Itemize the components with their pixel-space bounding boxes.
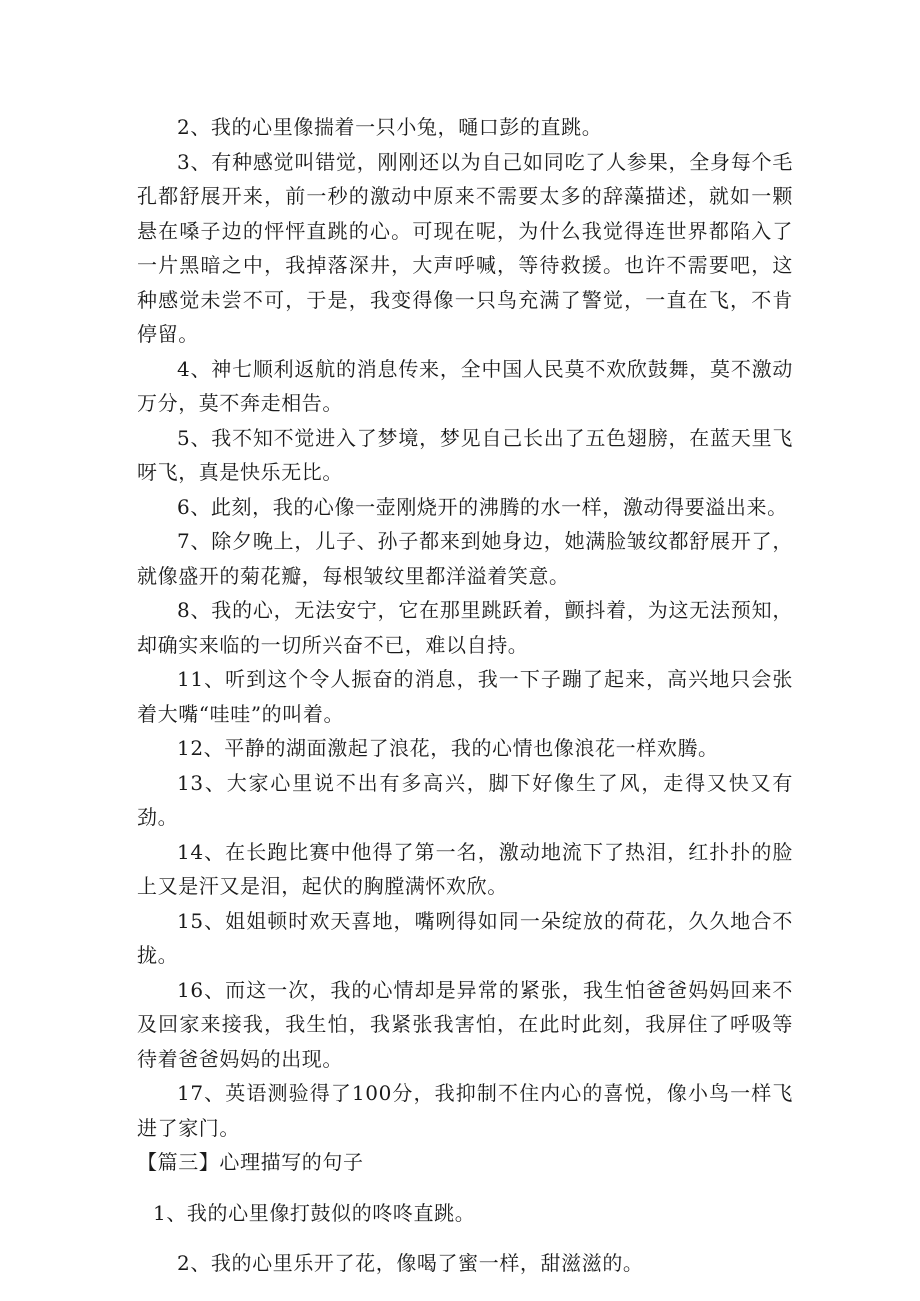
paragraph-item-12: 12、平静的湖面激起了浪花，我的心情也像浪花一样欢腾。 (177, 736, 719, 760)
paragraph-item-14: 14、在长跑比赛中他得了第一名，激动地流下了热泪，红扑扑的脸上又是汗又是泪，起伏的胸膛满怀欢欣。 (137, 839, 793, 898)
paragraph-item-7: 7、除夕晚上，儿子、孙子都来到她身边，她满脸皱纹都舒展开了，就像盛开的菊花瓣，每根皱纹里都洋溢着笑意。 (137, 529, 793, 588)
section-item-1: 1、我的心里像打鼓似的咚咚直跳。 (153, 1200, 476, 1225)
paragraph-item-2: 2、我的心里像揣着一只小兔，嗵口彭的直跳。 (177, 115, 603, 139)
paragraph-item-8: 8、我的心，无法安宁，它在那里跳跃着，颤抖着，为这无法预知，却确实来临的一切所兴奋不已，难以自持。 (137, 598, 793, 657)
document-body (137, 110, 793, 1281)
paragraph-item-11: 11、听到这个令人振奋的消息，我一下子蹦了起来，高兴地只会张着大嘴“哇哇”的叫着。 (137, 667, 793, 726)
paragraph-item-3: 3、有种感觉叫错觉，刚刚还以为自己如同吃了人参果，全身每个毛孔都舒展开来，前一秒的激动中原来不需要太多的辞藻描述，就如一颗悬在嗓子边的怦怦直跳的心。可现在呢，为什么我觉得连世界都陷入了一片黑暗之中，我掉落深井，大声呼喊，等待救援。也许不需要吧，这种感觉未尝不可，于是，我变得像一只鸟充满了警觉，一直在飞，不肯停留。 (137, 149, 793, 346)
paragraph-item-16: 16、而这一次，我的心情却是异常的紧张，我生怕爸爸妈妈回来不及回家来接我，我生怕，我紧张我害怕，在此时此刻，我屏住了呼吸等待着爸爸妈妈的出现。 (137, 977, 793, 1071)
paragraph-item-15: 15、姐姐顿时欢天喜地，嘴咧得如同一朵绽放的荷花，久久地合不拢。 (137, 908, 793, 967)
paragraph-item-13: 13、大家心里说不出有多高兴，脚下好像生了风，走得又快又有劲。 (137, 770, 793, 829)
paragraph-item-5: 5、我不知不觉进入了梦境，梦见自己长出了五色翅膀，在蓝天里飞呀飞，真是快乐无比。 (137, 425, 793, 484)
paragraph-item-17: 17、英语测验得了100分，我抑制不住内心的喜悦，像小鸟一样飞进了家门。 (137, 1081, 793, 1140)
paragraph-item-6: 6、此刻，我的心像一壶刚烧开的沸腾的水一样，激动得要溢出来。 (177, 494, 788, 519)
section-item-2: 2、我的心里乐开了花，像喝了蜜一样，甜滋滋的。 (177, 1251, 644, 1275)
paragraph-item-4: 4、神七顺利返航的消息传来，全中国人民莫不欢欣鼓舞，莫不激动万分，莫不奔走相告。 (137, 356, 793, 415)
section-heading: 【篇三】心理描写的句子 (137, 1150, 364, 1174)
